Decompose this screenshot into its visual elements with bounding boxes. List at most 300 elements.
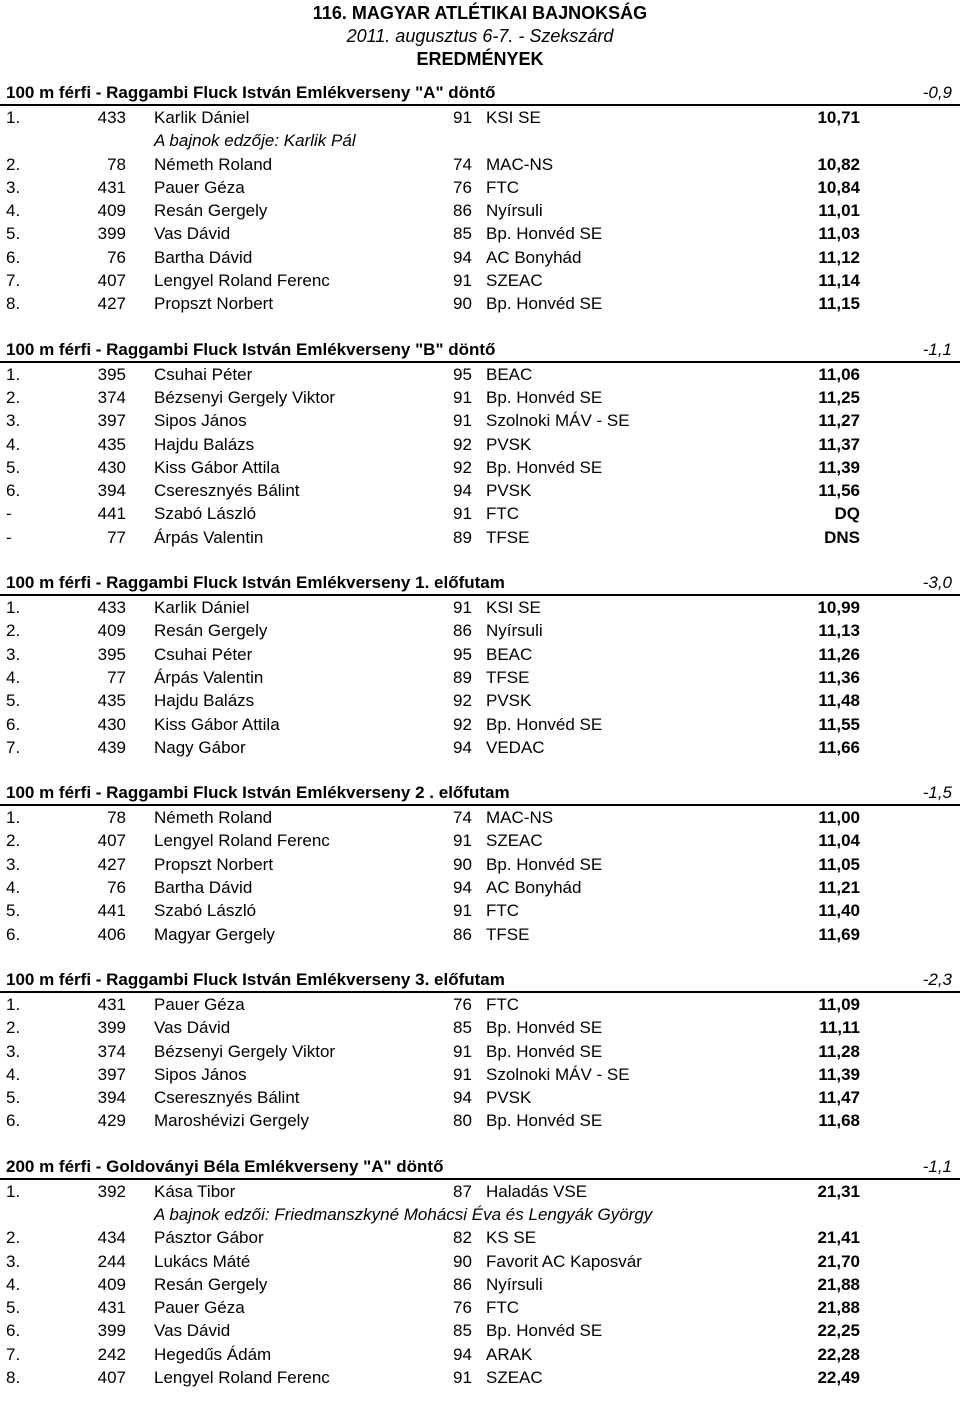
result-time: 11,01 bbox=[818, 201, 860, 221]
rank-cell: 1. bbox=[6, 598, 21, 618]
club-name: MAC-NS bbox=[486, 808, 554, 828]
athlete-name: Pauer Géza bbox=[154, 177, 245, 197]
birth-year: 95 bbox=[453, 364, 472, 384]
athlete-name: Resán Gergely bbox=[154, 621, 268, 641]
club-name: Bp. Honvéd SE bbox=[486, 1321, 603, 1341]
bib-cell: 409 bbox=[97, 1274, 126, 1294]
birth-year: 86 bbox=[453, 201, 472, 221]
club-name: KSI SE bbox=[486, 598, 541, 618]
event-title bbox=[0, 782, 960, 806]
wind-reading: -3,0 bbox=[922, 573, 952, 593]
result-time: 10,82 bbox=[817, 154, 860, 174]
bib-cell: 374 bbox=[97, 387, 126, 407]
birth-year: 94 bbox=[453, 737, 472, 757]
athlete-name: Árpás Valentin bbox=[154, 667, 264, 687]
athlete-name: Lengyel Roland Ferenc bbox=[154, 1368, 330, 1388]
result-time: 11,11 bbox=[819, 1018, 860, 1038]
rank-cell: 5. bbox=[6, 224, 21, 244]
result-time: 10,71 bbox=[817, 108, 860, 127]
birth-year: 94 bbox=[453, 878, 472, 898]
rank-cell: 1. bbox=[6, 108, 21, 127]
result-row bbox=[0, 1296, 960, 1319]
rank-cell: 6. bbox=[6, 1321, 21, 1341]
club-name: Bp. Honvéd SE bbox=[486, 1041, 603, 1061]
event-title-text: 200 m férfi - Goldoványi Béla Emlékverseny "A" döntő bbox=[6, 1156, 444, 1176]
wind-reading: -1,1 bbox=[922, 1156, 952, 1176]
athlete-name: Hajdu Balázs bbox=[154, 434, 255, 454]
bib-cell: 407 bbox=[97, 831, 126, 851]
rank-cell: 1. bbox=[6, 808, 21, 828]
club-name: PVSK bbox=[486, 481, 532, 501]
club-name: PVSK bbox=[486, 434, 532, 454]
result-row bbox=[0, 1343, 960, 1366]
birth-year: 85 bbox=[453, 1321, 472, 1341]
bib-cell: 374 bbox=[97, 1041, 126, 1061]
result-time: 11,28 bbox=[818, 1041, 860, 1061]
result-time: 11,39 bbox=[818, 457, 860, 477]
result-time: 11,36 bbox=[818, 667, 860, 687]
event-section bbox=[0, 1156, 960, 1390]
result-row bbox=[0, 1109, 960, 1132]
event-section bbox=[0, 969, 960, 1133]
result-time: 11,55 bbox=[818, 714, 860, 734]
result-row bbox=[0, 246, 960, 269]
athlete-name: Cseresznyés Bálint bbox=[154, 1088, 300, 1108]
result-row bbox=[0, 993, 960, 1016]
birth-year: 80 bbox=[453, 1111, 472, 1131]
rank-cell: 4. bbox=[6, 878, 21, 898]
bib-cell: 395 bbox=[97, 644, 126, 664]
result-time: DNS bbox=[824, 527, 860, 547]
club-name: Nyírsuli bbox=[486, 1274, 543, 1294]
athlete-name: Karlik Dániel bbox=[154, 108, 250, 127]
event-title bbox=[0, 572, 960, 596]
result-time: 11,04 bbox=[818, 831, 860, 851]
athlete-name: Lengyel Roland Ferenc bbox=[154, 271, 330, 291]
result-time: 11,13 bbox=[818, 621, 860, 641]
birth-year: 91 bbox=[453, 1368, 472, 1388]
bib-cell: 399 bbox=[97, 224, 126, 244]
result-row bbox=[0, 666, 960, 689]
bib-cell: 397 bbox=[97, 411, 126, 431]
result-row bbox=[0, 736, 960, 759]
result-time: 11,27 bbox=[818, 411, 860, 431]
bib-cell: 434 bbox=[97, 1228, 126, 1248]
athlete-name: Hegedűs Ádám bbox=[154, 1344, 272, 1364]
result-row bbox=[0, 899, 960, 922]
bib-cell: 427 bbox=[97, 294, 126, 314]
club-name: BEAC bbox=[486, 364, 533, 384]
result-row bbox=[0, 502, 960, 525]
birth-year: 91 bbox=[453, 108, 472, 127]
event-title bbox=[0, 969, 960, 993]
birth-year: 94 bbox=[453, 1088, 472, 1108]
rank-cell: 2. bbox=[6, 621, 21, 641]
result-time: 21,88 bbox=[817, 1298, 860, 1318]
result-row bbox=[0, 269, 960, 292]
result-row bbox=[0, 1226, 960, 1249]
rank-cell: 1. bbox=[6, 994, 21, 1014]
rank-cell: 1. bbox=[6, 1181, 21, 1201]
bib-cell: 77 bbox=[107, 667, 126, 687]
bib-cell: 439 bbox=[97, 737, 126, 757]
result-time: 11,39 bbox=[818, 1064, 860, 1084]
club-name: SZEAC bbox=[486, 1368, 543, 1388]
athlete-name: Bézsenyi Gergely Viktor bbox=[154, 1041, 336, 1061]
result-row bbox=[0, 713, 960, 736]
rank-cell: 6. bbox=[6, 714, 21, 734]
rank-cell: 2. bbox=[6, 154, 21, 174]
club-name: Bp. Honvéd SE bbox=[486, 294, 603, 314]
bib-cell: 78 bbox=[107, 808, 126, 828]
result-time: 11,66 bbox=[818, 737, 860, 757]
birth-year: 85 bbox=[453, 224, 472, 244]
result-time: 21,41 bbox=[817, 1228, 860, 1248]
club-name: Bp. Honvéd SE bbox=[486, 224, 603, 244]
bib-cell: 394 bbox=[97, 1088, 126, 1108]
bib-cell: 435 bbox=[97, 691, 126, 711]
birth-year: 94 bbox=[453, 247, 472, 267]
athlete-name: Resán Gergely bbox=[154, 1274, 268, 1294]
birth-year: 87 bbox=[453, 1181, 472, 1201]
result-time: 11,05 bbox=[818, 854, 860, 874]
athlete-name: Maroshévizi Gergely bbox=[154, 1111, 309, 1131]
rank-cell: 6. bbox=[6, 481, 21, 501]
club-name: Bp. Honvéd SE bbox=[486, 387, 603, 407]
result-time: 11,25 bbox=[818, 387, 860, 407]
club-name: Bp. Honvéd SE bbox=[486, 1111, 603, 1131]
athlete-name: Magyar Gergely bbox=[154, 924, 275, 944]
athlete-name: Bartha Dávid bbox=[154, 247, 253, 267]
event-title-text: 100 m férfi - Raggambi Fluck István Emlékverseny 1. előfutam bbox=[6, 573, 505, 593]
bib-cell: 430 bbox=[97, 457, 126, 477]
birth-year: 76 bbox=[453, 1298, 472, 1318]
athlete-name: Szabó László bbox=[154, 504, 257, 524]
club-name: Bp. Honvéd SE bbox=[486, 714, 603, 734]
event-section bbox=[0, 339, 960, 549]
birth-year: 91 bbox=[453, 1041, 472, 1061]
bib-cell: 76 bbox=[107, 878, 126, 898]
wind-reading: -0,9 bbox=[922, 83, 952, 102]
birth-year: 91 bbox=[453, 831, 472, 851]
bib-cell: 399 bbox=[97, 1321, 126, 1341]
rank-cell: 6. bbox=[6, 1111, 21, 1131]
result-time: 22,28 bbox=[817, 1344, 860, 1364]
result-time: 11,09 bbox=[818, 994, 860, 1014]
club-name: Szolnoki MÁV - SE bbox=[486, 411, 630, 431]
event-title-text: 100 m férfi - Raggambi Fluck István Emlékverseny "B" döntő bbox=[6, 339, 496, 359]
result-time: 21,88 bbox=[817, 1274, 860, 1294]
athlete-name: Sipos János bbox=[154, 1064, 247, 1084]
document-header bbox=[0, 0, 960, 71]
club-name: Nyírsuli bbox=[486, 621, 543, 641]
result-row bbox=[0, 1250, 960, 1273]
birth-year: 89 bbox=[453, 527, 472, 547]
result-row bbox=[0, 433, 960, 456]
athlete-name: Lukács Máté bbox=[154, 1251, 251, 1271]
bib-cell: 433 bbox=[97, 108, 126, 127]
result-row bbox=[0, 806, 960, 829]
club-name: FTC bbox=[486, 994, 520, 1014]
rank-cell: 7. bbox=[6, 1344, 21, 1364]
birth-year: 91 bbox=[453, 271, 472, 291]
result-time: 11,06 bbox=[818, 364, 860, 384]
bib-cell: 431 bbox=[97, 177, 126, 197]
birth-year: 92 bbox=[453, 691, 472, 711]
club-name: FTC bbox=[486, 901, 520, 921]
birth-year: 74 bbox=[453, 808, 472, 828]
birth-year: 92 bbox=[453, 457, 472, 477]
birth-year: 95 bbox=[453, 644, 472, 664]
result-row bbox=[0, 456, 960, 479]
club-name: Bp. Honvéd SE bbox=[486, 1018, 603, 1038]
result-time: 11,37 bbox=[818, 434, 860, 454]
athlete-name: Bartha Dávid bbox=[154, 878, 253, 898]
athlete-name: Hajdu Balázs bbox=[154, 691, 255, 711]
bib-cell: 441 bbox=[97, 504, 126, 524]
birth-year: 91 bbox=[453, 504, 472, 524]
rank-cell: 2. bbox=[6, 387, 21, 407]
birth-year: 89 bbox=[453, 667, 472, 687]
rank-cell: 6. bbox=[6, 924, 21, 944]
result-row bbox=[0, 596, 960, 619]
rank-cell: 5. bbox=[6, 457, 21, 477]
birth-year: 76 bbox=[453, 994, 472, 1014]
birth-year: 74 bbox=[453, 154, 472, 174]
result-row bbox=[0, 923, 960, 946]
result-time: 11,40 bbox=[818, 901, 860, 921]
rank-cell: 7. bbox=[6, 271, 21, 291]
rank-cell: 3. bbox=[6, 1251, 21, 1271]
bib-cell: 409 bbox=[97, 201, 126, 221]
event-title bbox=[0, 82, 960, 106]
result-row bbox=[0, 292, 960, 315]
club-name: TFSE bbox=[486, 667, 530, 687]
wind-reading: -1,5 bbox=[922, 783, 952, 803]
athlete-name: Vas Dávid bbox=[154, 224, 231, 244]
document-label: EREDMÉNYEK bbox=[416, 49, 544, 69]
bib-cell: 242 bbox=[97, 1344, 126, 1364]
result-row bbox=[0, 619, 960, 642]
result-time: 11,03 bbox=[818, 224, 860, 244]
result-row bbox=[0, 386, 960, 409]
result-row bbox=[0, 106, 960, 129]
club-name: PVSK bbox=[486, 1088, 532, 1108]
rank-cell: 3. bbox=[6, 854, 21, 874]
athlete-name: Kása Tibor bbox=[154, 1181, 236, 1201]
result-row bbox=[0, 479, 960, 502]
rank-cell: 2. bbox=[6, 1018, 21, 1038]
club-name: Szolnoki MÁV - SE bbox=[486, 1064, 630, 1084]
rank-cell: 2. bbox=[6, 831, 21, 851]
club-name: Bp. Honvéd SE bbox=[486, 854, 603, 874]
result-row bbox=[0, 363, 960, 386]
rank-cell: 4. bbox=[6, 1274, 21, 1294]
bib-cell: 77 bbox=[107, 527, 126, 547]
birth-year: 91 bbox=[453, 598, 472, 618]
club-name: FTC bbox=[486, 177, 520, 197]
event-title bbox=[0, 1156, 960, 1180]
rank-cell: 8. bbox=[6, 294, 21, 314]
club-name: TFSE bbox=[486, 924, 530, 944]
result-time: 22,49 bbox=[817, 1368, 860, 1388]
result-row bbox=[0, 643, 960, 666]
athlete-name: Bézsenyi Gergely Viktor bbox=[154, 387, 336, 407]
result-time: 22,25 bbox=[817, 1321, 860, 1341]
event-title bbox=[0, 339, 960, 363]
bib-cell: 406 bbox=[97, 924, 126, 944]
rank-cell: 2. bbox=[6, 1228, 21, 1248]
rank-cell: 7. bbox=[6, 737, 21, 757]
rank-cell: 8. bbox=[6, 1368, 21, 1388]
result-row bbox=[0, 876, 960, 899]
club-name: KS SE bbox=[486, 1228, 537, 1248]
bib-cell: 409 bbox=[97, 621, 126, 641]
bib-cell: 397 bbox=[97, 1064, 126, 1084]
result-time: 11,47 bbox=[818, 1088, 860, 1108]
rank-cell: 4. bbox=[6, 1064, 21, 1084]
birth-year: 90 bbox=[453, 1251, 472, 1271]
athlete-name: Vas Dávid bbox=[154, 1321, 231, 1341]
birth-year: 90 bbox=[453, 294, 472, 314]
document-subtitle: 2011. augusztus 6-7. - Szekszárd bbox=[346, 26, 614, 46]
event-title-text: 100 m férfi - Raggambi Fluck István Emlékverseny 3. előfutam bbox=[6, 969, 505, 989]
club-name: TFSE bbox=[486, 527, 530, 547]
result-row bbox=[0, 176, 960, 199]
club-name: AC Bonyhád bbox=[486, 247, 582, 267]
bib-cell: 407 bbox=[97, 271, 126, 291]
birth-year: 92 bbox=[453, 434, 472, 454]
athlete-name: Karlik Dániel bbox=[154, 598, 250, 618]
bib-cell: 392 bbox=[97, 1181, 126, 1201]
result-time: 21,31 bbox=[817, 1181, 860, 1201]
rank-cell: 4. bbox=[6, 201, 21, 221]
event-title-text: 100 m férfi - Raggambi Fluck István Emlékverseny "A" döntő bbox=[6, 83, 496, 102]
club-name: BEAC bbox=[486, 644, 533, 664]
result-row bbox=[0, 222, 960, 245]
result-time: DQ bbox=[834, 504, 860, 524]
wind-reading: -2,3 bbox=[922, 969, 952, 989]
athlete-name: Cseresznyés Bálint bbox=[154, 481, 300, 501]
club-name: KSI SE bbox=[486, 108, 541, 127]
result-row bbox=[0, 1180, 960, 1203]
rank-cell: 5. bbox=[6, 1088, 21, 1108]
birth-year: 91 bbox=[453, 1064, 472, 1084]
result-row bbox=[0, 153, 960, 176]
birth-year: 90 bbox=[453, 854, 472, 874]
club-name: PVSK bbox=[486, 691, 532, 711]
result-row bbox=[0, 829, 960, 852]
club-name: Bp. Honvéd SE bbox=[486, 457, 603, 477]
bib-cell: 76 bbox=[107, 247, 126, 267]
club-name: Nyírsuli bbox=[486, 201, 543, 221]
club-name: AC Bonyhád bbox=[486, 878, 582, 898]
athlete-name: Vas Dávid bbox=[154, 1018, 231, 1038]
club-name: VEDAC bbox=[486, 737, 545, 757]
club-name: ARAK bbox=[486, 1344, 533, 1364]
bib-cell: 430 bbox=[97, 714, 126, 734]
athlete-name: Nagy Gábor bbox=[154, 737, 246, 757]
result-time: 11,12 bbox=[818, 247, 860, 267]
result-time: 11,56 bbox=[818, 481, 860, 501]
athlete-name: Csuhai Péter bbox=[154, 364, 253, 384]
athlete-name: Szabó László bbox=[154, 901, 257, 921]
result-row bbox=[0, 1273, 960, 1296]
athlete-name: Lengyel Roland Ferenc bbox=[154, 831, 330, 851]
birth-year: 82 bbox=[453, 1228, 472, 1248]
athlete-name: Pauer Géza bbox=[154, 1298, 245, 1318]
birth-year: 86 bbox=[453, 924, 472, 944]
birth-year: 94 bbox=[453, 1344, 472, 1364]
athlete-name: Csuhai Péter bbox=[154, 644, 253, 664]
club-name: SZEAC bbox=[486, 271, 543, 291]
result-row bbox=[0, 1063, 960, 1086]
club-name: FTC bbox=[486, 504, 520, 524]
athlete-name: Sipos János bbox=[154, 411, 247, 431]
rank-cell: 5. bbox=[6, 691, 21, 711]
event-section bbox=[0, 572, 960, 759]
athlete-name: Pauer Géza bbox=[154, 994, 245, 1014]
result-time: 11,26 bbox=[818, 644, 860, 664]
event-section bbox=[0, 782, 960, 946]
bib-cell: 435 bbox=[97, 434, 126, 454]
athlete-name: Kiss Gábor Attila bbox=[154, 457, 280, 477]
bib-cell: 394 bbox=[97, 481, 126, 501]
club-name: Favorit AC Kaposvár bbox=[486, 1251, 642, 1271]
athlete-name: Resán Gergely bbox=[154, 201, 268, 221]
athlete-name: Kiss Gábor Attila bbox=[154, 714, 280, 734]
club-name: FTC bbox=[486, 1298, 520, 1318]
coach-note: A bajnok edzői: Friedmanszkyné Mohácsi Éva és Lengyák György bbox=[154, 1204, 653, 1224]
event-section bbox=[0, 82, 960, 316]
club-name: SZEAC bbox=[486, 831, 543, 851]
result-time: 21,70 bbox=[817, 1251, 860, 1271]
rank-cell: 3. bbox=[6, 177, 21, 197]
bib-cell: 78 bbox=[107, 154, 126, 174]
birth-year: 86 bbox=[453, 1274, 472, 1294]
result-time: 11,21 bbox=[818, 878, 860, 898]
bib-cell: 244 bbox=[97, 1251, 126, 1271]
rank-cell: 1. bbox=[6, 364, 21, 384]
result-time: 11,69 bbox=[818, 924, 860, 944]
athlete-name: Németh Roland bbox=[154, 808, 273, 828]
result-time: 11,00 bbox=[818, 808, 860, 828]
bib-cell: 431 bbox=[97, 1298, 126, 1318]
birth-year: 86 bbox=[453, 621, 472, 641]
birth-year: 94 bbox=[453, 481, 472, 501]
rank-cell: 3. bbox=[6, 411, 21, 431]
birth-year: 85 bbox=[453, 1018, 472, 1038]
result-time: 11,15 bbox=[818, 294, 860, 314]
club-name: MAC-NS bbox=[486, 154, 554, 174]
result-row bbox=[0, 409, 960, 432]
event-title-text: 100 m férfi - Raggambi Fluck István Emlékverseny 2 . előfutam bbox=[6, 783, 510, 803]
athlete-name: Propszt Norbert bbox=[154, 854, 274, 874]
athlete-name: Németh Roland bbox=[154, 154, 273, 174]
rank-cell: 3. bbox=[6, 1041, 21, 1061]
birth-year: 76 bbox=[453, 177, 472, 197]
result-row bbox=[0, 1040, 960, 1063]
athlete-name: Propszt Norbert bbox=[154, 294, 274, 314]
results-sections bbox=[0, 82, 960, 1412]
rank-cell: 5. bbox=[6, 901, 21, 921]
result-row bbox=[0, 1086, 960, 1109]
bib-cell: 433 bbox=[97, 598, 126, 618]
result-row bbox=[0, 1319, 960, 1342]
club-name: Haladás VSE bbox=[486, 1181, 588, 1201]
birth-year: 91 bbox=[453, 411, 472, 431]
result-row bbox=[0, 853, 960, 876]
